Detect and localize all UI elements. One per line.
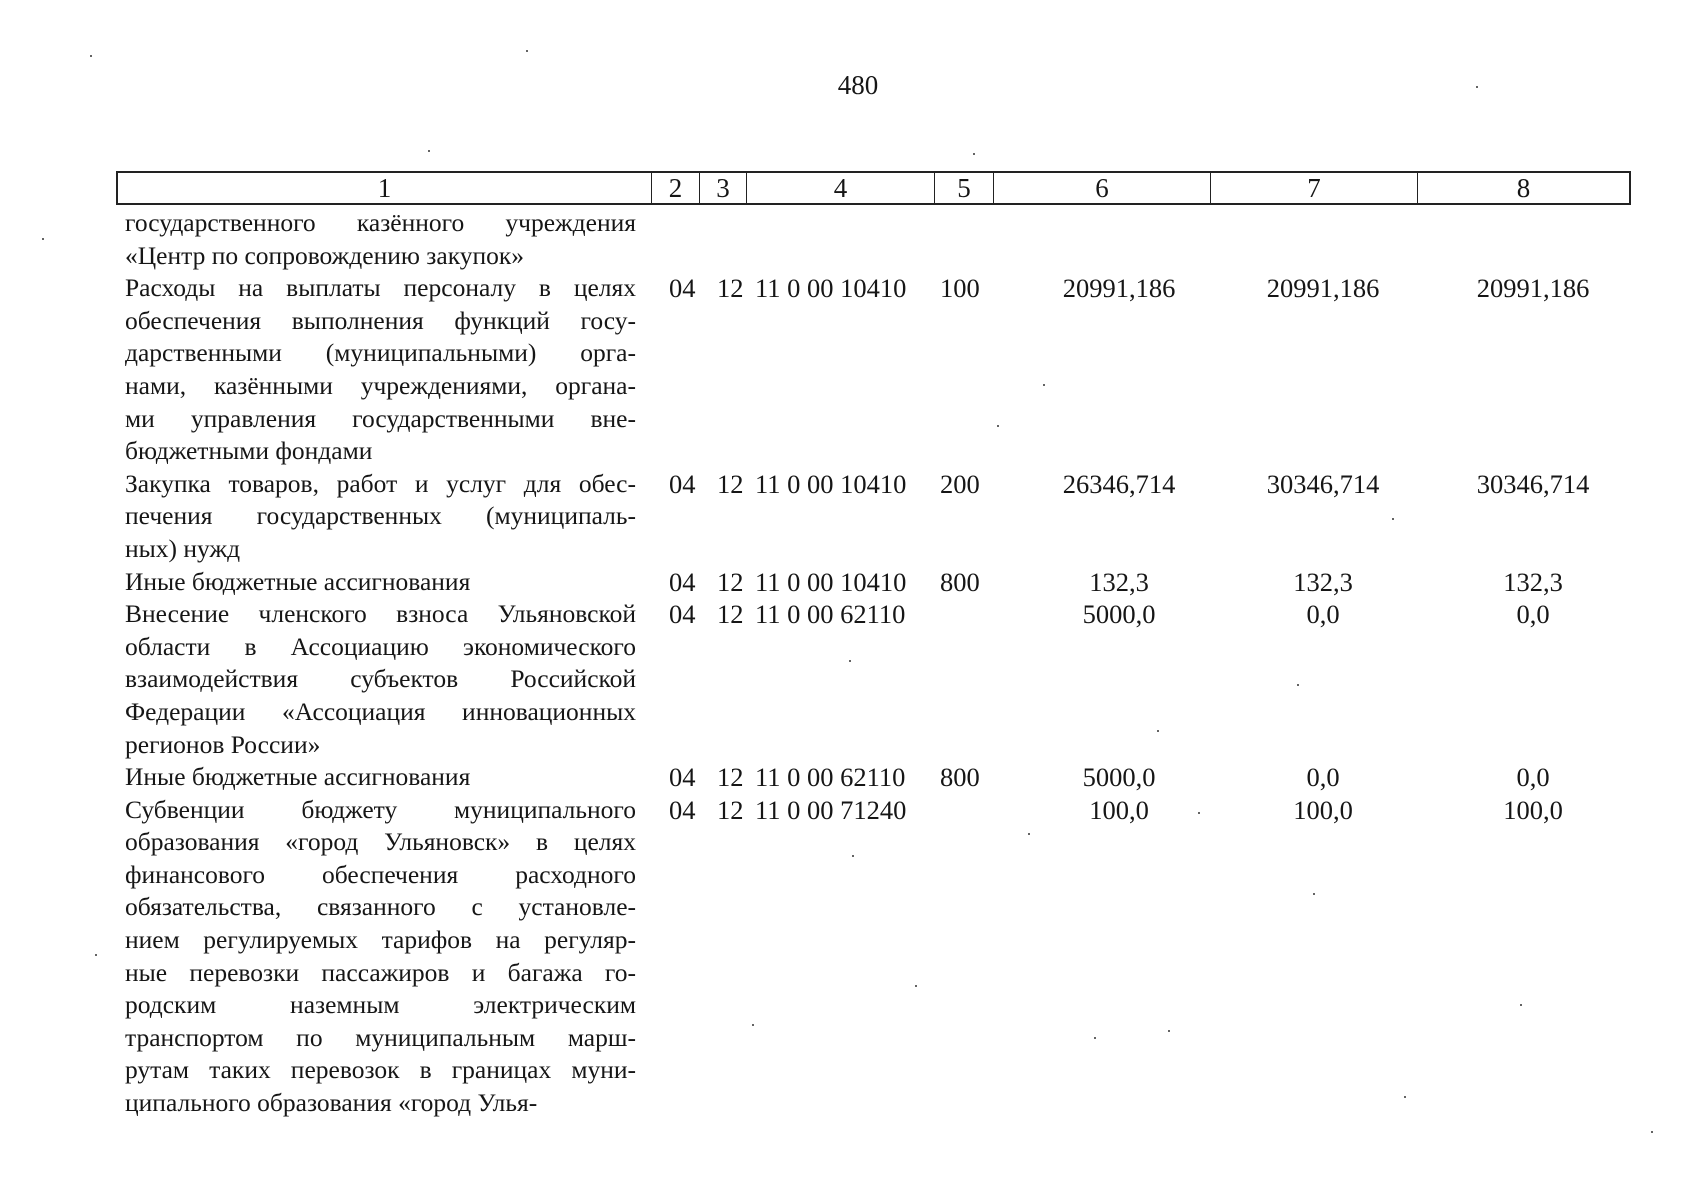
- amount-col-7: 0,0: [1306, 599, 1340, 630]
- header-col-3: 3: [700, 173, 747, 203]
- row-name-line: нами, казёнными учреждениями, органа-: [125, 370, 636, 400]
- table-row: [125, 761, 1645, 794]
- row-name-cell: [125, 761, 636, 794]
- amount-col-6: 26346,714: [1062, 468, 1176, 499]
- subsection-code: 12: [717, 468, 744, 499]
- amount-col-6: 20991,186: [1062, 273, 1176, 304]
- amount-col-8: 0,0: [1516, 599, 1550, 630]
- subsection-code: 12: [717, 794, 744, 825]
- row-name-line: ные перевозки пассажиров и багажа го-: [125, 957, 636, 987]
- header-col-2: 2: [652, 173, 700, 203]
- row-name-line: финансового обеспечения расходного: [125, 859, 636, 889]
- amount-col-7: 100,0: [1293, 794, 1353, 825]
- table-row: [125, 598, 1645, 761]
- expense-type-code: 800: [940, 566, 980, 597]
- amount-col-7: 132,3: [1293, 566, 1353, 597]
- amount-col-8: 20991,186: [1476, 273, 1590, 304]
- amount-col-6: 132,3: [1089, 566, 1149, 597]
- row-name-line: области в Ассоциацию экономического: [125, 631, 636, 661]
- amount-col-8: 30346,714: [1476, 468, 1590, 499]
- row-name-line: Федерации «Ассоциация инновационных: [125, 696, 636, 726]
- amount-col-6: 5000,0: [1082, 599, 1156, 630]
- table-row: [125, 272, 1645, 468]
- target-article-code: 11 0 00 62110: [755, 762, 906, 793]
- row-name-line: ных) нужд: [125, 533, 241, 563]
- subsection-code: 12: [717, 762, 744, 793]
- row-name-line: транспортом по муниципальным марш-: [125, 1022, 636, 1052]
- header-col-8: 8: [1516, 172, 1531, 203]
- row-name-cell: [125, 207, 636, 272]
- expense-type-code: 200: [940, 468, 980, 499]
- amount-col-7: 20991,186: [1266, 273, 1380, 304]
- amount-col-8: 132,3: [1503, 566, 1563, 597]
- row-name-line: ципального образования «город Улья-: [125, 1088, 538, 1118]
- row-name-line: «Центр по сопровождению закупок»: [125, 240, 525, 270]
- table-row: [125, 468, 1645, 566]
- row-name-line: образования «город Ульяновск» в целях: [125, 827, 636, 857]
- row-name-line: дарственными (муниципальными) орга-: [125, 338, 636, 368]
- page-number: 480: [837, 70, 879, 100]
- row-name-line: Расходы на выплаты персоналу в целях: [125, 273, 636, 303]
- target-article-code: 11 0 00 71240: [755, 794, 907, 825]
- header-col-7: 7: [1211, 173, 1418, 203]
- row-name-line: рутам таких перевозок в границах муни-: [125, 1055, 636, 1085]
- column-number-header: [116, 171, 1631, 205]
- row-name-cell: [125, 272, 636, 468]
- row-name-line: обеспечения выполнения функций госу-: [125, 305, 636, 335]
- section-code: 04: [669, 273, 696, 304]
- row-name-line: Закупка товаров, работ и услуг для обес-: [125, 468, 636, 498]
- section-code: 04: [669, 468, 696, 499]
- row-name-line: нием регулируемых тарифов на регуляр-: [125, 925, 636, 955]
- row-name-line: бюджетными фондами: [125, 436, 373, 466]
- budget-table-body: [125, 207, 1645, 1120]
- amount-col-6: 100,0: [1089, 794, 1149, 825]
- expense-type-code: 100: [940, 273, 980, 304]
- row-name-cell: [125, 566, 636, 599]
- amount-col-8: 100,0: [1503, 794, 1563, 825]
- row-name-line: Иные бюджетные ассигнования: [125, 566, 471, 596]
- row-name-line: взаимодействия субъектов Российской: [125, 664, 636, 694]
- amount-col-8: 0,0: [1516, 762, 1550, 793]
- amount-col-7: 30346,714: [1266, 468, 1380, 499]
- target-article-code: 11 0 00 10410: [755, 468, 907, 499]
- section-code: 04: [669, 566, 696, 597]
- table-row: [125, 794, 1645, 1120]
- row-name-line: родским наземным электрическим: [125, 990, 636, 1020]
- subsection-code: 12: [717, 273, 744, 304]
- row-name-cell: [125, 598, 636, 761]
- row-name-line: государственного казённого учреждения: [125, 208, 636, 237]
- row-name-cell: [125, 794, 636, 1120]
- row-name-line: ми управления государственными вне-: [125, 403, 636, 433]
- row-name-line: Иные бюджетные ассигнования: [125, 762, 471, 792]
- row-name-line: Внесение членского взноса Ульяновской: [125, 599, 636, 629]
- amount-col-6: 5000,0: [1082, 762, 1156, 793]
- target-article-code: 11 0 00 10410: [755, 566, 907, 597]
- header-col-4: 4: [747, 173, 935, 203]
- row-name-line: Субвенции бюджету муниципального: [125, 794, 636, 824]
- row-name-line: регионов России»: [125, 729, 321, 759]
- row-name-line: обязательства, связанного с установле-: [125, 892, 636, 922]
- subsection-code: 12: [717, 566, 744, 597]
- subsection-code: 12: [717, 599, 744, 630]
- table-row: [125, 566, 1645, 599]
- target-article-code: 11 0 00 10410: [755, 273, 907, 304]
- row-name-line: печения государственных (муниципаль-: [125, 501, 636, 531]
- section-code: 04: [669, 794, 696, 825]
- amount-col-7: 0,0: [1306, 762, 1340, 793]
- table-row: [125, 207, 1645, 272]
- section-code: 04: [669, 599, 696, 630]
- section-code: 04: [669, 762, 696, 793]
- header-col-5: 5: [935, 173, 994, 203]
- expense-type-code: 800: [940, 762, 980, 793]
- header-col-1: 1: [118, 173, 652, 203]
- header-col-6: 6: [994, 173, 1211, 203]
- row-name-cell: [125, 468, 636, 566]
- target-article-code: 11 0 00 62110: [755, 599, 906, 630]
